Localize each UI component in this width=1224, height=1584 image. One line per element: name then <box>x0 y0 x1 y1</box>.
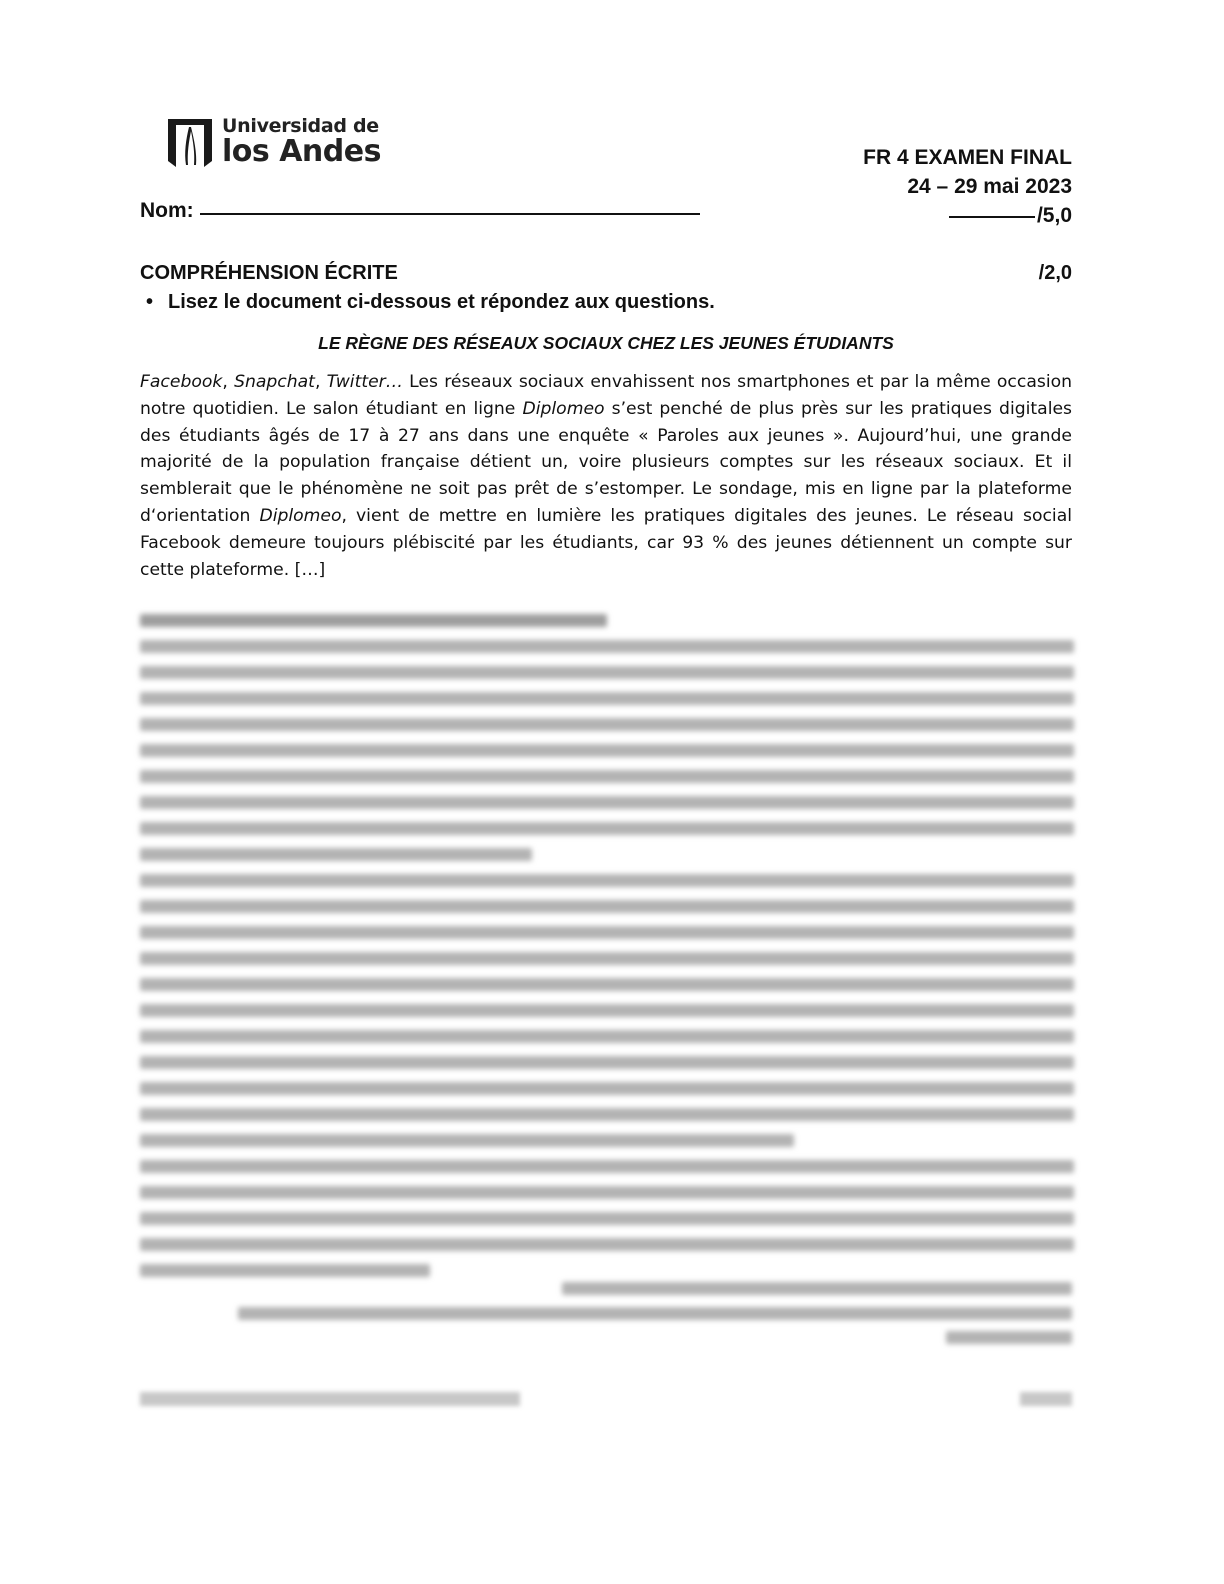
logo-line-2: los Andes <box>222 134 381 169</box>
article-title: LE RÈGNE DES RÉSEAUX SOCIAUX CHEZ LES JEUNES ÉTUDIANTS <box>318 333 894 353</box>
section-heading <box>140 259 1072 287</box>
blurred-line <box>140 822 1074 835</box>
total-score <box>863 201 1072 230</box>
blurred-line <box>140 1238 1074 1251</box>
text-segment: , vient de mettre en lumière les pratiques digitales des jeunes. Le réseau social Facebook demeure toujours plébiscité par les étudiants, car 93 % des jeunes détiennent un compte sur cette plateforme. […] <box>140 505 1073 580</box>
instruction <box>146 288 715 316</box>
blurred-line <box>140 1160 1074 1173</box>
italic-text-segment: Twitter… <box>326 372 403 392</box>
blurred-line <box>140 874 1074 887</box>
name-blank[interactable] <box>200 213 700 215</box>
blurred-line <box>140 926 1074 939</box>
blurred-line <box>140 1186 1074 1199</box>
instruction-text: Lisez le document ci-dessous et répondez aux questions. <box>168 291 715 313</box>
blurred-line <box>562 1282 1072 1295</box>
italic-text-segment: Diplomeo <box>522 398 605 419</box>
blurred-line <box>140 614 607 627</box>
exam-title: FR 4 EXAMEN FINAL <box>863 146 1072 169</box>
score-blank[interactable] <box>949 216 1035 218</box>
blurred-line <box>140 1030 1074 1043</box>
section-score: /2,0 <box>1038 262 1072 284</box>
blurred-line <box>140 1056 1074 1069</box>
blurred-line <box>140 770 1074 783</box>
exam-dates: 24 – 29 mai 2023 <box>907 175 1072 198</box>
blurred-line <box>140 1134 794 1147</box>
total-score-value: /5,0 <box>1036 204 1072 227</box>
blurred-line <box>238 1307 1072 1320</box>
blurred-question-score <box>1020 1392 1072 1406</box>
text-segment: s’est penché de plus près sur les pratiques digitales des étudiants âgés de 17 à 27 ans dans une enquête « Paroles aux jeunes ». Aujourd’hui, une grande majorité de la population française détient un, voire plusieurs comptes sur les réseaux sociaux. Et il semblerait que le phénomène ne soit pas prêt de s’estomper. Le sondage, mis en ligne par la plateforme d‘orientation <box>140 398 1072 526</box>
blurred-line <box>140 796 1074 809</box>
blurred-line <box>946 1331 1072 1344</box>
article-intro-paragraph <box>140 369 1072 583</box>
blurred-line <box>140 1212 1074 1225</box>
blurred-line <box>140 744 1074 757</box>
text-segment: Les réseaux sociaux envahissent nos smartphones et par la même occasion notre quotidien. Le salon étudiant en ligne <box>140 372 1073 419</box>
blurred-line <box>140 1264 430 1277</box>
italic-text-segment: Facebook <box>140 372 223 392</box>
university-logo <box>164 113 381 171</box>
blurred-line <box>140 692 1074 705</box>
blurred-line <box>140 666 1074 679</box>
name-field <box>140 199 700 223</box>
blurred-line <box>140 848 532 861</box>
blurred-line <box>140 718 1074 731</box>
university-shield-icon <box>164 113 216 171</box>
italic-text-segment: Snapchat <box>234 372 315 392</box>
blurred-line <box>140 1082 1074 1095</box>
text-segment: , <box>314 372 327 392</box>
text-segment: , <box>222 372 235 392</box>
logo-line-1: Universidad de <box>222 115 379 137</box>
blurred-line <box>140 978 1074 991</box>
name-label: Nom: <box>140 199 194 222</box>
blurred-line <box>140 952 1074 965</box>
italic-text-segment: Diplomeo <box>259 505 342 526</box>
blurred-line <box>140 1108 1074 1121</box>
section-title: COMPRÉHENSION ÉCRITE <box>140 262 398 284</box>
exam-header <box>863 143 1072 230</box>
blurred-line <box>140 640 1074 653</box>
blurred-line <box>140 1004 1074 1017</box>
blurred-line <box>140 900 1074 913</box>
blurred-question-line <box>140 1392 520 1406</box>
bullet: • <box>146 291 154 313</box>
